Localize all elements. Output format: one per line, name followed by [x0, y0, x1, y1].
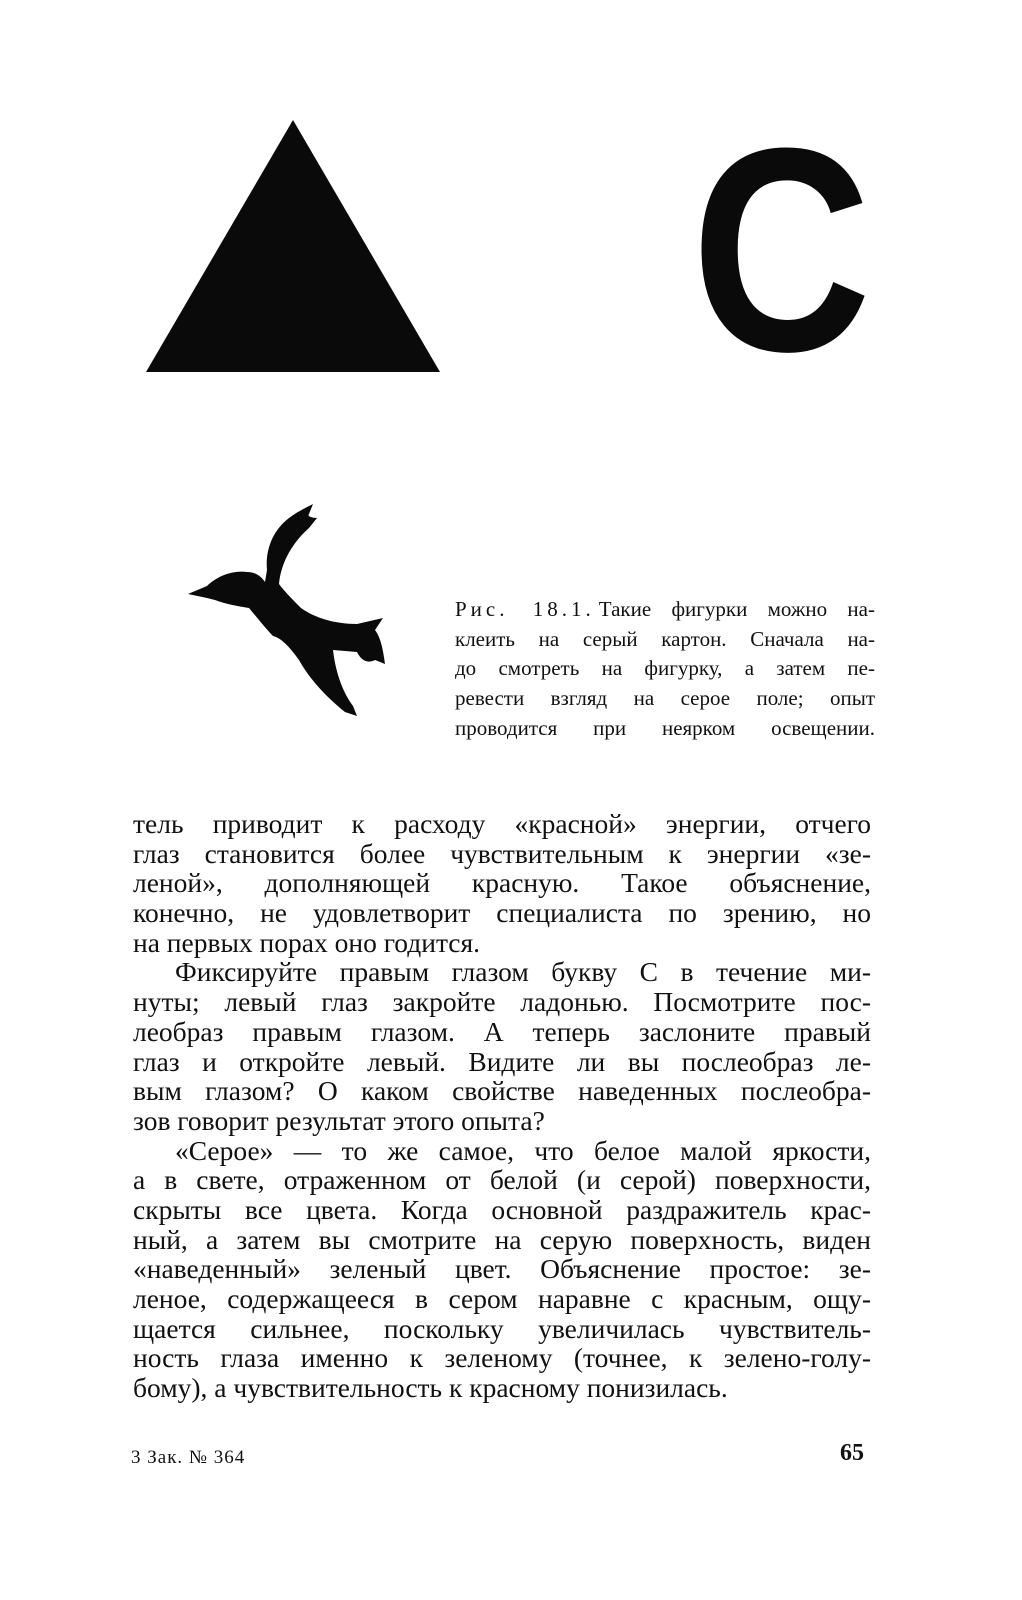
- paragraph: [133, 957, 871, 1135]
- triangle-figure: [146, 120, 440, 372]
- text-line: леное, содержащееся в сером наравне с красным, ощу-: [133, 1283, 871, 1314]
- letter-c-figure: C: [691, 88, 872, 412]
- text-line: а в свете, отраженном от белой (и серой) поверхности,: [133, 1164, 871, 1196]
- text-line: леной», дополняющей красную. Такое объяснение,: [133, 867, 871, 899]
- paragraph: [133, 809, 871, 957]
- page-number: 65: [840, 1440, 864, 1466]
- caption-line: ревести взгляд на серое поле; опыт: [455, 686, 875, 711]
- text-line: скрыты все цвета. Когда основной раздражитель крас-: [133, 1193, 871, 1225]
- caption-line: до смотреть на фигурку, а затем пе-: [455, 656, 875, 681]
- caption-line: проводится при неярком освещении.: [455, 715, 875, 740]
- printer-signature: 3 Зак. № 364: [131, 1447, 246, 1468]
- caption-line: клеить на серый картон. Сначала на-: [455, 626, 875, 651]
- text-line: вым глазом? О каком свойстве наведенных послеобра-: [133, 1075, 871, 1107]
- caption-label: Рис. 18.1.: [455, 597, 595, 621]
- text-line: тель приводит к расходу «красной» энергии, отчего: [133, 808, 871, 839]
- text-line: зов говорит результат этого опыта?: [133, 1104, 545, 1136]
- text-line: глаз и откройте левый. Видите ли вы послеобраз ле-: [133, 1045, 871, 1077]
- text-line: Фиксируйте правым глазом букву С в течение ми-: [175, 956, 871, 988]
- text-line: леобраз правым глазом. А теперь заслоните правый: [133, 1015, 871, 1047]
- paragraph: [133, 1136, 871, 1403]
- figure-caption: [455, 598, 875, 746]
- text-line: нуты; левый глаз закройте ладонью. Посмотрите пос-: [133, 986, 871, 1018]
- text-line: конечно, не удовлетворит специалиста по зрению, но: [133, 897, 871, 929]
- text-line: на первых порах оно годится.: [133, 926, 481, 958]
- text-line: ный, а затем вы смотрите на серую поверхность, виден: [133, 1223, 871, 1255]
- text-line: бому), а чувствительность к красному понизилась.: [133, 1372, 728, 1404]
- text-line: «Серое» — то же самое, что белое малой яркости,: [175, 1134, 871, 1166]
- body-text: [133, 809, 871, 1403]
- text-line: ность глаза именно к зеленому (точнее, к зелено-голу-: [133, 1342, 871, 1374]
- text-line: глаз становится более чувствительным к энергии «зе-: [133, 837, 871, 869]
- text-line: щается сильнее, поскольку увеличилась чувствитель-: [133, 1312, 871, 1344]
- bird-silhouette-figure: [185, 500, 400, 720]
- caption-line: Такие фигурки можно на-: [598, 597, 875, 621]
- text-line: «наведенный» зеленый цвет. Объяснение простое: зе-: [133, 1253, 871, 1285]
